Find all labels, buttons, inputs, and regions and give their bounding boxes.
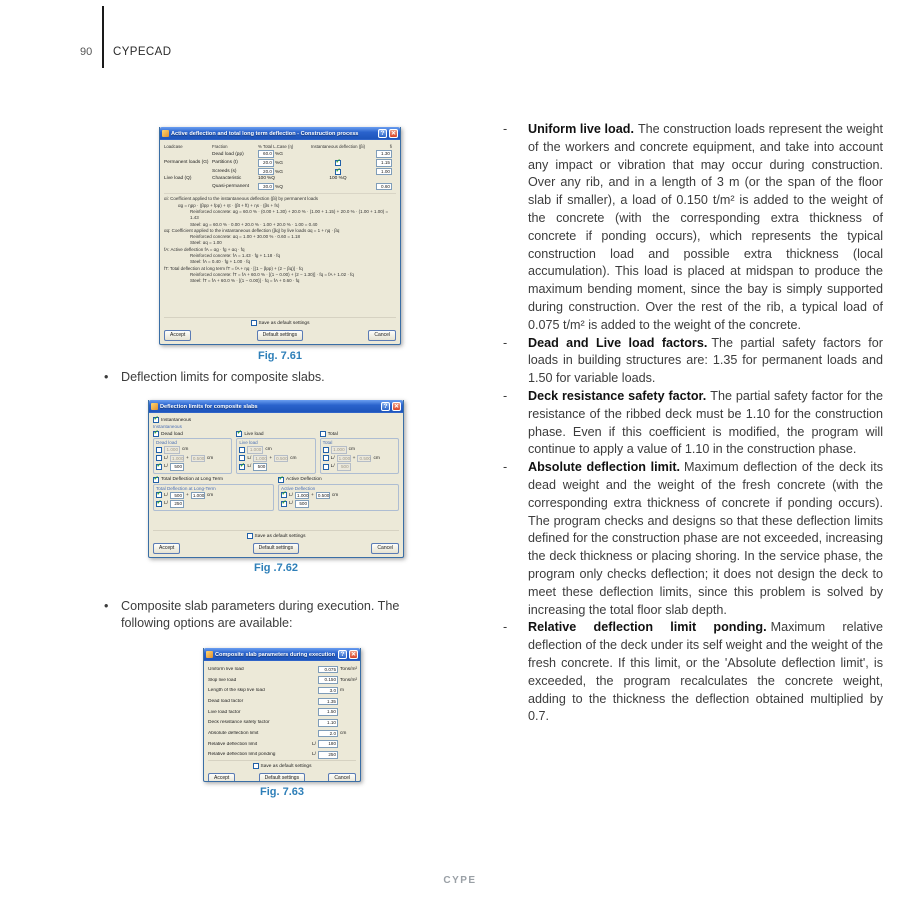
fi-input[interactable]: 1.30 [376, 150, 392, 158]
fi-input[interactable]: 1.00 [376, 168, 392, 176]
accept-button[interactable]: Accept [164, 330, 191, 341]
definition-item [503, 335, 883, 388]
col-loadcase: Loadcase [164, 144, 183, 150]
parameter-input[interactable]: 250 [318, 751, 338, 759]
table-row [164, 150, 396, 158]
definition-item [503, 388, 883, 459]
formula-line: fA: Active deflection fA = αg · fg + αq · fq [164, 246, 245, 252]
page-footer: CYPE [443, 875, 477, 886]
parameter-input[interactable]: 1.50 [318, 708, 338, 716]
parameter-label: Skip live load [208, 677, 237, 683]
bullet-text: Deflection limits for composite slabs. [121, 370, 325, 384]
instantaneous-toggle [153, 417, 399, 423]
table-header-row [164, 144, 396, 149]
default-settings-button[interactable]: Default settings [253, 543, 299, 554]
help-icon[interactable]: ? [378, 129, 387, 138]
save-default-checkbox[interactable] [253, 763, 259, 769]
dialog-body [204, 661, 360, 781]
rel-limit-extra-input[interactable]: 0.500 [276, 455, 288, 461]
cm-label: cm [206, 492, 214, 498]
loadcase-table [164, 143, 396, 191]
figure-caption: Fig .7.62 [253, 562, 299, 574]
long-term-checkbox[interactable]: ✓ [153, 475, 159, 482]
abs-limit-checkbox[interactable] [239, 447, 245, 453]
dialog-body [160, 140, 400, 344]
dash-marker: - [503, 335, 508, 350]
bullet-text: Composite slab parameters during execution. The following options are available: [121, 599, 400, 630]
cancel-button[interactable]: Cancel [371, 543, 399, 554]
parameter-label: Relative deflection limit [208, 741, 258, 747]
dialog-title: Active deflection and total long term deflection - Construction process [171, 130, 359, 137]
parameter-row [208, 719, 356, 727]
formula-line: Reinforced concrete: fT = fA + 60.0 % · [(1 − 0.00) + (2 − 1.30)] · fq = fA + 1.02 · fq [190, 271, 354, 277]
cancel-button[interactable]: Cancel [368, 330, 396, 341]
formula-line: αq: Coefficient applied to the instantaneous deflection (βq) by live loads αq = 1 + ηq · βq [164, 227, 340, 233]
live-load-label: Live load [244, 431, 264, 437]
group-dead-load [153, 430, 232, 474]
dialog-buttons [153, 543, 399, 554]
dead-load-label: Dead load [161, 431, 183, 437]
definition-item [503, 459, 883, 619]
rel-limit2-input[interactable]: 500 [253, 463, 267, 471]
definition-text: Relative deflection limit ponding. Maximum relative deflection of the deck under its self weight and the weight of the fresh concrete. If this limit, or the 'Absolute deflection limit', is exceeded, the program recalculates the concrete weight, adding to the thickness the deflection obtained multiplied by 0.7. [528, 620, 883, 724]
formula-line: Steel: αq = 1.00 [190, 240, 222, 246]
lt-rel2-checkbox[interactable]: ✓ [156, 499, 162, 506]
parameter-row [208, 740, 356, 748]
parameter-label: Uniform live load [208, 666, 244, 672]
definition-text: Dead and Live load factors. The partial safety factors for loads in building structures are: 1.35 for permanent loads and 1.50 for variable loads. [528, 335, 884, 386]
bullet-icon: • [104, 599, 109, 613]
total-label: Total [327, 431, 338, 437]
save-default-label: Save as default settings [258, 320, 310, 326]
table-row [164, 168, 396, 176]
formula-line: Steel: αg = 60.0 % · 0.00 + 20.0 % · 1.00 + 20.0 % · 1.00 = 0.40 [190, 221, 318, 227]
unit-label: m [340, 688, 344, 694]
dialog-body [149, 413, 403, 557]
col-instantaneous: Instantaneous deflection (βi) [310, 144, 366, 150]
accept-button[interactable]: Accept [153, 543, 180, 554]
rel-limit-checkbox[interactable] [156, 455, 162, 461]
app-icon [206, 651, 213, 658]
parameter-row [208, 666, 356, 674]
rel-limit-extra-input[interactable]: 0.500 [359, 455, 371, 461]
definition-term: Relative deflection limit ponding. [528, 620, 767, 635]
fi-input[interactable]: 0.60 [376, 183, 392, 191]
l-over-label: L/ [247, 455, 252, 461]
l-over-label: L/ [330, 464, 335, 470]
dialog-titlebar[interactable] [149, 400, 403, 413]
percent-text: 100 [258, 176, 267, 182]
save-default-row [153, 530, 399, 541]
dialog-title: Deflection limits for composite slabs [160, 403, 258, 410]
dash-marker: - [503, 460, 508, 475]
parameter-label: Dead load factor [208, 698, 244, 704]
accept-button[interactable]: Accept [208, 773, 235, 782]
col-fraction: Fraction [212, 144, 228, 150]
live-load-checkbox[interactable]: ✓ [236, 430, 242, 437]
loadcase-group: Permanent loads (G) [164, 160, 209, 166]
col-fi: fi [389, 144, 392, 150]
formula-line: αi: Coefficient applied to the instantaneous deflection (βi) by permanent loads [164, 196, 318, 202]
parameter-row [208, 751, 356, 759]
dead-load-checkbox[interactable]: ✓ [153, 430, 159, 437]
l-over-label: L/ [330, 455, 335, 461]
loadcase-name: Dead load (pp) [212, 151, 244, 157]
lt-rel2-input[interactable]: 250 [170, 500, 184, 508]
l-over-label: L/ [289, 492, 294, 498]
app-icon [151, 403, 158, 410]
dialog-buttons [208, 773, 356, 782]
percent-input[interactable]: 30.0 [258, 183, 274, 191]
abs-limit-input[interactable]: 1.000 [247, 446, 263, 454]
dash-marker: - [503, 122, 508, 136]
dialog-titlebar[interactable] [160, 127, 400, 140]
rel-limit-checkbox[interactable] [239, 455, 245, 461]
ad-rel2-input[interactable]: 500 [295, 500, 309, 508]
unit-label: %G [275, 169, 283, 175]
save-default-label: Save as default settings [260, 763, 312, 769]
l-over-label: L/ [164, 464, 169, 470]
loadcase-name: Characteristic [212, 176, 242, 182]
dialog-deflection-limits [148, 400, 404, 558]
inst-deflection-text: 100 %Q [329, 176, 347, 182]
l-over-label: L/ [164, 455, 169, 461]
parameter-input[interactable]: 2.0 [318, 730, 338, 738]
rel-limit2-checkbox[interactable] [323, 464, 329, 470]
definition-item [503, 619, 883, 726]
cm-label: cm [290, 455, 297, 461]
parameter-label: Live load factor [208, 709, 241, 715]
group-active-deflection [278, 476, 399, 511]
definition-text: Deck resistance safety factor. The partial safety factor for the resistance of the ribbed deck must be 1.10 for the construction phase. Even if this coefficient is modified, the program will continue to apply a value of 1.10 in the construction phase. [528, 388, 884, 457]
parameter-row [208, 698, 356, 706]
formula-line: Reinforced concrete: αq = 1.00 + 30.00 % · 0.60 = 1.18 [190, 234, 301, 240]
parameter-label: Length of the skip live load [208, 688, 265, 694]
loadcase-name: Screeds (s) [212, 169, 237, 174]
parameter-input[interactable]: 1.35 [318, 698, 338, 706]
group-title: Total [322, 440, 333, 445]
formula-line: fT: Total deflection at long term fT = fA + ηq · [(1 − βpp) + (2 − βq)] · fq [164, 265, 303, 271]
inst-deflection-checkbox[interactable]: ✓ [335, 158, 341, 165]
header-divider [102, 6, 104, 68]
bullet-item [104, 369, 424, 386]
dialog-active-deflection [159, 127, 401, 345]
figure-caption: Fig. 7.61 [257, 350, 303, 362]
parameter-row [208, 708, 356, 716]
definition-item [503, 121, 883, 335]
parameter-input[interactable]: 0.150 [318, 676, 338, 684]
formula-line: Steel: fT = fA + 60.0 % · [(1 − 0.00)] · fq = fA + 0.60 · fq [190, 278, 300, 284]
l-over-label: L/ [164, 492, 169, 498]
page-number: 90 [80, 46, 93, 58]
l-over-label: L/ [311, 752, 316, 758]
unit-label: %Q [275, 184, 283, 190]
help-icon[interactable]: ? [338, 650, 347, 659]
lt-rel-checkbox[interactable]: ✓ [156, 491, 162, 498]
help-icon[interactable]: ? [381, 402, 390, 411]
save-default-checkbox[interactable] [251, 320, 257, 326]
l-over-label: L/ [247, 464, 252, 470]
plus-label: + [186, 455, 189, 461]
instantaneous-label: Instantaneous [161, 417, 192, 423]
ad-rel-input[interactable]: 1.000 [297, 492, 309, 498]
abs-limit-input[interactable]: 1.000 [331, 446, 347, 454]
dash-marker: - [503, 388, 508, 403]
unit-label: Tons/m² [340, 666, 358, 672]
long-term-label: Total Deflection at Long Term [161, 477, 224, 482]
formula-line: Reinforced concrete: fA = 1.43 · fg + 1.18 · fq [190, 252, 281, 258]
group-title: Dead load [156, 440, 177, 445]
group-title: Active Deflection [281, 485, 316, 491]
percent-input[interactable]: 60.0 [258, 150, 274, 158]
instantaneous-section-label: Instantaneous [153, 424, 182, 429]
percent-input[interactable]: 20.0 [258, 168, 274, 176]
formula-line: Steel: fA = 0.40 · fg + 1.00 · fq [190, 259, 251, 265]
group-total [320, 430, 399, 474]
parameter-input[interactable]: 1.10 [318, 719, 338, 727]
plus-label: + [269, 455, 273, 461]
bullet-icon: • [104, 370, 109, 384]
lt-abs-input[interactable]: 1.000 [192, 492, 205, 498]
active-checkbox[interactable]: ✓ [278, 475, 284, 482]
ad-abs-input[interactable]: 0.500 [317, 492, 330, 498]
rel-limit-extra-input[interactable]: 0.500 [192, 455, 205, 461]
dialog-slab-parameters [203, 648, 361, 782]
rel-limit2-input[interactable]: 500 [337, 463, 351, 471]
percent-input[interactable]: 20.0 [258, 159, 274, 167]
ad-rel-checkbox[interactable]: ✓ [281, 491, 287, 498]
parameter-input[interactable]: 180 [318, 740, 338, 748]
parameter-label: Absolute deflection limit [208, 730, 259, 736]
parameter-label: Deck resistance safety factor [208, 720, 270, 726]
page-title: CYPECAD [113, 46, 172, 58]
plus-label: + [186, 492, 189, 498]
active-label: Active Deflection [286, 477, 322, 482]
group-title: Total Deflection at Long-Term [156, 485, 216, 491]
definition-text: Absolute deflection limit. Maximum deflection of the deck its dead weight and the weight of the fresh concrete (with the corresponding extra thickness of concrete if ponding occurs). The program checks and designs so that these deflection limits defined for the construction phase are not exceeded, increasing the deck thickness or placing shoring. In the service phase, the program only checks deflection; it does not design the deck to meet these deflection limits, since this problem is solved by increasing the total floor slab depth. [528, 460, 883, 617]
definition-term: Uniform live load. [528, 122, 634, 136]
cm-label: cm [182, 447, 189, 453]
parameter-row [208, 730, 356, 738]
unit-label: %G [275, 152, 283, 158]
save-default-label: Save as default settings [254, 533, 306, 539]
abs-limit-input[interactable]: 1.000 [164, 446, 180, 454]
rel-limit-checkbox[interactable] [323, 455, 329, 461]
total-checkbox[interactable] [320, 431, 326, 437]
formula-block [164, 193, 396, 284]
cm-label: cm [331, 492, 339, 498]
bullet-item [104, 598, 434, 632]
dialog-titlebar[interactable] [204, 648, 360, 661]
group-long-term [153, 476, 274, 511]
parameter-input[interactable]: 3.0 [318, 687, 338, 695]
rel-limit-input[interactable]: 1.000 [255, 455, 267, 461]
l-over-label: L/ [289, 501, 294, 507]
fi-input[interactable]: 1.15 [376, 159, 392, 167]
loadcase-group: Live load (Q) [164, 176, 192, 182]
formula-line: Reinforced concrete: αg = 60.0 % · (0.00 + 1.30) + 20.0 % · (1.00 + 1.15) + 20.0 % · (1.00 + 1.00) = 1.43 [190, 208, 389, 221]
group-title: Live load [239, 440, 258, 445]
abs-limit-checkbox[interactable] [156, 447, 162, 453]
app-icon [162, 130, 169, 137]
cm-label: cm [348, 447, 356, 453]
loadcase-name: Partitions (t) [212, 160, 238, 166]
definition-term: Dead and Live load factors. [528, 335, 708, 350]
l-over-label: L/ [311, 741, 316, 747]
definition-text: Uniform live load. The construction loads represent the weight of the workers and concrete equipment, and take into account any impact or vibration that may occur during construction. Over any rib, and in a length of 3 m (or the span of the floor slab if smaller), a load of 0.150 t/m² is added to the weight of the concrete (with the corresponding extra thickness of concrete if ponding occurs), which represents the typical construction load and possible extra thickness (local accumulation). This load is placed at midspan to produce the maximum bending moment, since the bay is simply supported during construction. Over the rest of the rib, a typical load of 0.075 t/m² is added to the weight of the concrete. [528, 122, 883, 332]
dialog-title: Composite slab parameters during execution [215, 651, 335, 658]
definitions-column [503, 121, 883, 726]
plus-label: + [352, 455, 356, 461]
figure-caption: Fig. 7.63 [259, 786, 305, 798]
unit-label: %Q [267, 176, 276, 182]
close-icon[interactable]: ✕ [390, 130, 397, 137]
definition-term: Deck resistance safety factor. [528, 388, 707, 403]
l-over-label: L/ [164, 501, 169, 507]
dialog-buttons [164, 330, 396, 341]
rel-limit-input[interactable]: 1.000 [338, 455, 351, 461]
rel-limit2-input[interactable]: 500 [170, 463, 184, 471]
unit-label: Tons/m² [340, 677, 358, 683]
default-settings-button[interactable]: Default settings [259, 773, 305, 782]
definition-term: Absolute deflection limit. [528, 460, 681, 475]
rel-limit-input[interactable]: 1.000 [172, 455, 184, 461]
loadcase-name: Quasi-permanent [212, 183, 250, 189]
default-settings-button[interactable]: Default settings [257, 330, 303, 341]
table-row [164, 159, 396, 167]
cancel-button[interactable]: Cancel [328, 773, 356, 782]
parameter-row [208, 676, 356, 684]
cm-label: cm [206, 455, 214, 461]
dash-marker: - [503, 620, 508, 635]
plus-label: + [311, 492, 314, 498]
abs-limit-checkbox[interactable] [323, 447, 329, 453]
group-live-load [236, 430, 315, 474]
unit-label: %G [275, 161, 283, 167]
close-icon[interactable]: ✕ [350, 651, 357, 658]
formula-line: αg = ηpp · (βpp + fpp) + ηt · (βt + ft) + ηs · (βs + fs) [178, 202, 280, 208]
long-term-groups [153, 476, 399, 511]
rel-limit2-checkbox[interactable]: ✓ [239, 462, 245, 469]
instantaneous-groups [153, 430, 399, 474]
parameter-label: Relative deflection limit ponding [208, 752, 276, 758]
close-icon[interactable]: ✕ [393, 403, 400, 410]
parameter-input[interactable]: 0.075 [318, 666, 338, 674]
save-default-checkbox[interactable] [247, 533, 253, 539]
cm-label: cm [265, 447, 272, 453]
save-default-row [208, 760, 356, 771]
cm-label: cm [373, 455, 380, 461]
lt-rel-input[interactable]: 500 [170, 492, 184, 500]
table-row [164, 183, 396, 191]
col-total-lcase: % Total L.Case (η) [258, 144, 294, 150]
parameter-row [208, 687, 356, 695]
rel-limit2-checkbox[interactable]: ✓ [156, 462, 162, 469]
unit-label: cm [340, 730, 347, 736]
ad-rel2-checkbox[interactable]: ✓ [281, 499, 287, 506]
instantaneous-checkbox[interactable]: ✓ [153, 416, 159, 423]
save-default-row [164, 317, 396, 328]
table-row [164, 176, 396, 181]
inst-deflection-checkbox[interactable]: ✓ [335, 167, 341, 174]
